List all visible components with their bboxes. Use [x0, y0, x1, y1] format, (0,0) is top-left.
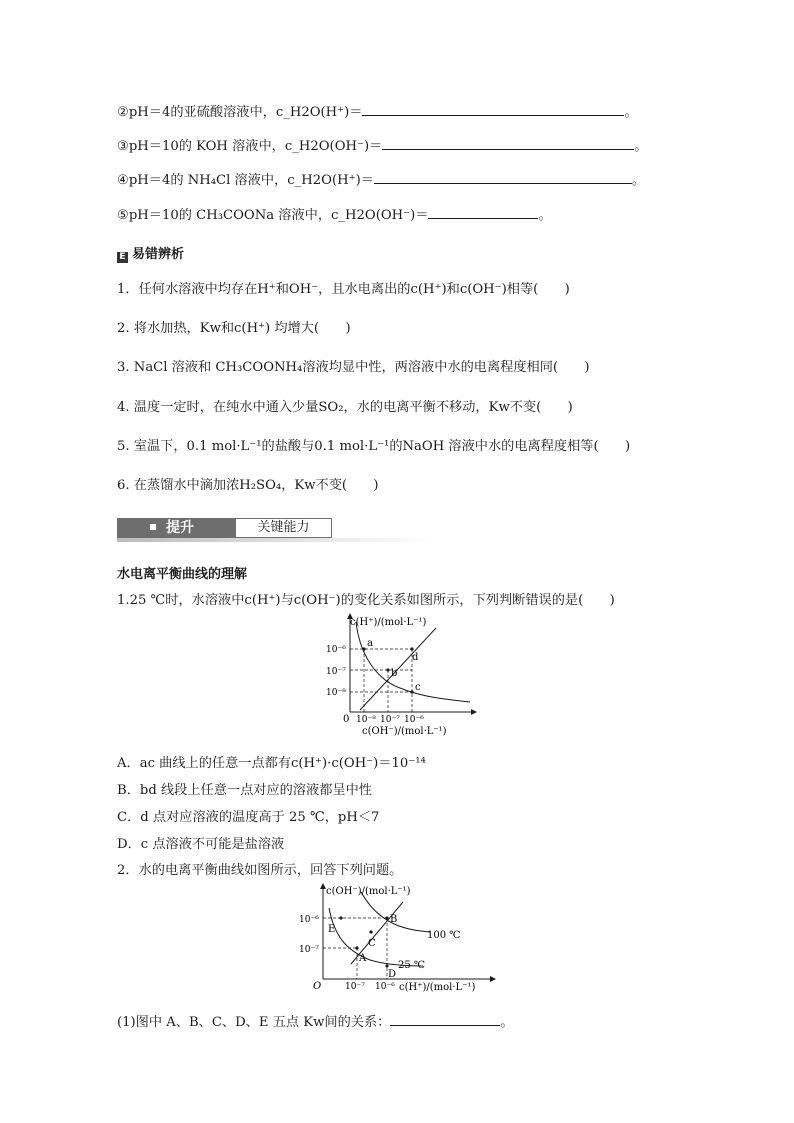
- item-q4: ④pH＝4的 NH₄Cl 溶液中，c_H2O(H⁺)＝ 。: [117, 173, 646, 188]
- easy-item-6: 6. 在蒸馏水中滴加浓H₂SO₄，Kw不变( ): [117, 478, 379, 493]
- subtitle: 水电离平衡曲线的理解: [117, 567, 248, 582]
- chart2-ytick-1: 10⁻⁶: [299, 915, 319, 925]
- easy-item-2: 2. 将水加热，Kw和c(H⁺) 均增大( ): [117, 321, 351, 336]
- chart1-point-b: [386, 668, 389, 671]
- chart2-xlabel: c(H⁺)/(mol·L⁻¹): [399, 982, 476, 993]
- chart2-point-C: [369, 930, 372, 933]
- chart1-label-a: a: [367, 638, 373, 649]
- q2-sub1: (1)图中 A、B、C、D、E 五点 Kw间的关系： 。: [117, 1015, 514, 1030]
- chart2-label-100C: 100 ℃: [427, 930, 461, 941]
- chart2-label-25C: 25 ℃: [398, 960, 426, 971]
- chart1-ylabel: c(H⁺)/(mol·L⁻¹): [350, 617, 427, 628]
- q1-option-a: A．ac 曲线上的任意一点都有c(H⁺)·c(OH⁻)＝10⁻¹⁴: [117, 756, 426, 771]
- chart1-point-d: [410, 647, 413, 650]
- chart2-point-E: [339, 916, 342, 919]
- easy-item-4: 4. 温度一定时，在纯水中通入少量SO₂，水的电离平衡不移动，Kw不变( ): [117, 400, 573, 415]
- banner-light: 关键能力: [235, 518, 332, 538]
- chart1-label-b: b: [391, 668, 398, 679]
- chart2: [295, 880, 500, 995]
- chart1-point-a: [362, 647, 365, 650]
- q1-option-c: C．d 点对应溶液的温度高于 25 ℃，pH＜7: [117, 810, 380, 825]
- chart2-point-B: [385, 916, 388, 919]
- chart2-curve-25: [329, 908, 423, 966]
- banner-underline: [117, 538, 432, 542]
- chart2-label-A: A: [359, 953, 367, 964]
- answer-blank[interactable]: [362, 103, 624, 116]
- chart1-xlabel: c(OH⁻)/(mol·L⁻¹): [362, 726, 447, 737]
- q1-stem: 1.25 ℃时，水溶液中c(H⁺)与c(OH⁻)的变化关系如图所示，下列判断错误的是( ): [117, 593, 615, 608]
- item-q2-text: ②pH＝4的亚硫酸溶液中，c_H2O(H⁺)＝: [117, 105, 363, 120]
- chart1-xtick-3: 10⁻⁶: [404, 715, 424, 725]
- chart1-point-c: [410, 690, 413, 693]
- section-heading-easy: E 易错辨析: [117, 243, 184, 263]
- item-q5: ⑤pH＝10的 CH₃COONa 溶液中，c_H2O(OH⁻)＝ 。: [117, 208, 552, 223]
- chart1-origin: 0: [343, 714, 350, 725]
- chart1-ytick-2: 10⁻⁷: [326, 667, 346, 677]
- chart1-label-d: d: [412, 652, 419, 663]
- item-q3-text: ③pH＝10的 KOH 溶液中，c_H2O(OH⁻)＝: [117, 139, 383, 154]
- chart2-ytick-2: 10⁻⁷: [299, 945, 319, 955]
- chart1-xtick-2: 10⁻⁷: [380, 715, 400, 725]
- easy-item-3: 3. NaCl 溶液和 CH₃COONH₄溶液均显中性，两溶液中水的电离程度相同( ): [117, 360, 590, 375]
- chart2-point-D: [385, 964, 388, 967]
- chart2-label-B: B: [390, 914, 398, 925]
- chart2-ylabel: c(OH⁻)/(mol·L⁻¹): [326, 886, 411, 897]
- chart2-point-A: [355, 946, 358, 949]
- chart2-label-D: D: [388, 969, 397, 980]
- answer-blank[interactable]: [382, 137, 634, 150]
- section-e-icon: E: [117, 252, 128, 263]
- answer-blank[interactable]: [390, 1013, 500, 1026]
- chart1-xtick-1: 10⁻⁸: [356, 715, 376, 725]
- q1-option-d: D．c 点溶液不可能是盐溶液: [117, 837, 285, 852]
- easy-item-1: 1．任何水溶液中均存在H⁺和OH⁻，且水电离出的c(H⁺)和c(OH⁻)相等( ): [117, 282, 570, 297]
- chart2-xtick-1: 10⁻⁷: [345, 982, 365, 992]
- chart1-gridlines: [350, 649, 412, 712]
- q2-stem: 2．水的电离平衡曲线如图所示，回答下列问题。: [117, 863, 403, 878]
- chart1-ytick-1: 10⁻⁶: [326, 645, 346, 655]
- chart1-label-c: c: [415, 682, 421, 693]
- answer-blank[interactable]: [428, 206, 538, 219]
- chart2-curve-100: [361, 892, 430, 932]
- answer-blank[interactable]: [374, 171, 632, 184]
- item-q4-text: ④pH＝4的 NH₄Cl 溶液中，c_H2O(H⁺)＝: [117, 173, 374, 188]
- item-q2: ②pH＝4的亚硫酸溶液中，c_H2O(H⁺)＝ 。: [117, 105, 638, 120]
- chart2-xtick-2: 10⁻⁶: [375, 982, 395, 992]
- item-q3: ③pH＝10的 KOH 溶液中，c_H2O(OH⁻)＝ 。: [117, 139, 648, 154]
- chart2-origin: O: [313, 981, 322, 992]
- banner-dark: 提升: [117, 518, 235, 538]
- chart1: [320, 612, 480, 740]
- q1-option-b: B．bd 线段上任意一点对应的溶液都呈中性: [117, 783, 372, 798]
- item-q5-text: ⑤pH＝10的 CH₃COONa 溶液中，c_H2O(OH⁻)＝: [117, 208, 429, 223]
- square-icon: [150, 524, 156, 530]
- chart1-ytick-3: 10⁻⁸: [326, 688, 346, 698]
- chart2-label-C: C: [368, 938, 376, 949]
- chart2-label-E: E: [328, 924, 336, 935]
- easy-item-5: 5. 室温下，0.1 mol·L⁻¹的盐酸与0.1 mol·L⁻¹的NaOH 溶液中水的电离程度相等( ): [117, 439, 631, 454]
- section-banner: [117, 516, 432, 542]
